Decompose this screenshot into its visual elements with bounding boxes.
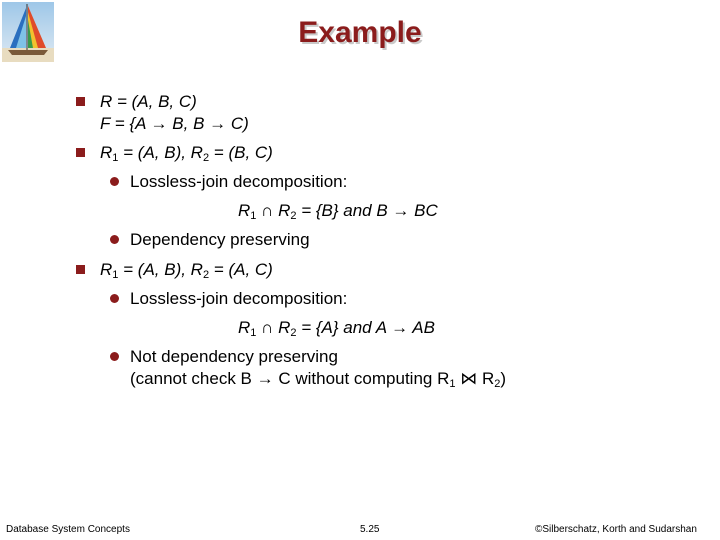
- not-dependency-preserving-note: (cannot check B → C without computing $R_1$ ⋈ $R_2$): [130, 369, 507, 390]
- not-dependency-preserving-label: Not dependency preserving: [130, 347, 338, 366]
- bullet-dot-icon: [110, 235, 119, 244]
- lossless-label-2: Lossless-join decomposition:: [130, 289, 348, 308]
- functional-dependencies: F = {A → B, B → C): [100, 114, 249, 133]
- slide-title: Example: [298, 16, 422, 49]
- lossless-detail-2: $R_1$ ∩ $R_2 = \{A\}$ and A → AB: [238, 318, 435, 339]
- relation-schema: R = (A, B, C): [100, 92, 197, 111]
- bullet-dot-icon: [110, 177, 119, 186]
- dependency-preserving-label: Dependency preserving: [130, 230, 310, 249]
- bullet-dot-icon: [110, 352, 119, 361]
- decomposition-2: $R_1 = (A$, B), $R_2 = (A$, C): [100, 260, 273, 281]
- decomposition-1: [100, 143, 273, 164]
- footer-book-title: Database System Concepts: [6, 524, 130, 535]
- bullet-square-icon: [76, 148, 85, 157]
- footer-copyright: ©Silberschatz, Korth and Sudarshan: [535, 524, 697, 535]
- footer-page-number: 5.25: [360, 524, 380, 535]
- lossless-label-1: Lossless-join decomposition:: [130, 172, 348, 191]
- bullet-square-icon: [76, 265, 85, 274]
- bullet-dot-icon: [110, 294, 119, 303]
- bullet-square-icon: [76, 97, 85, 106]
- decomposition-1-text: $R_1 = (A$, B), $R_2 = (B$, C): [100, 143, 273, 164]
- lossless-detail-1: $R_1$ ∩ $R_2 = \{B\}$ and B → BC: [238, 201, 438, 222]
